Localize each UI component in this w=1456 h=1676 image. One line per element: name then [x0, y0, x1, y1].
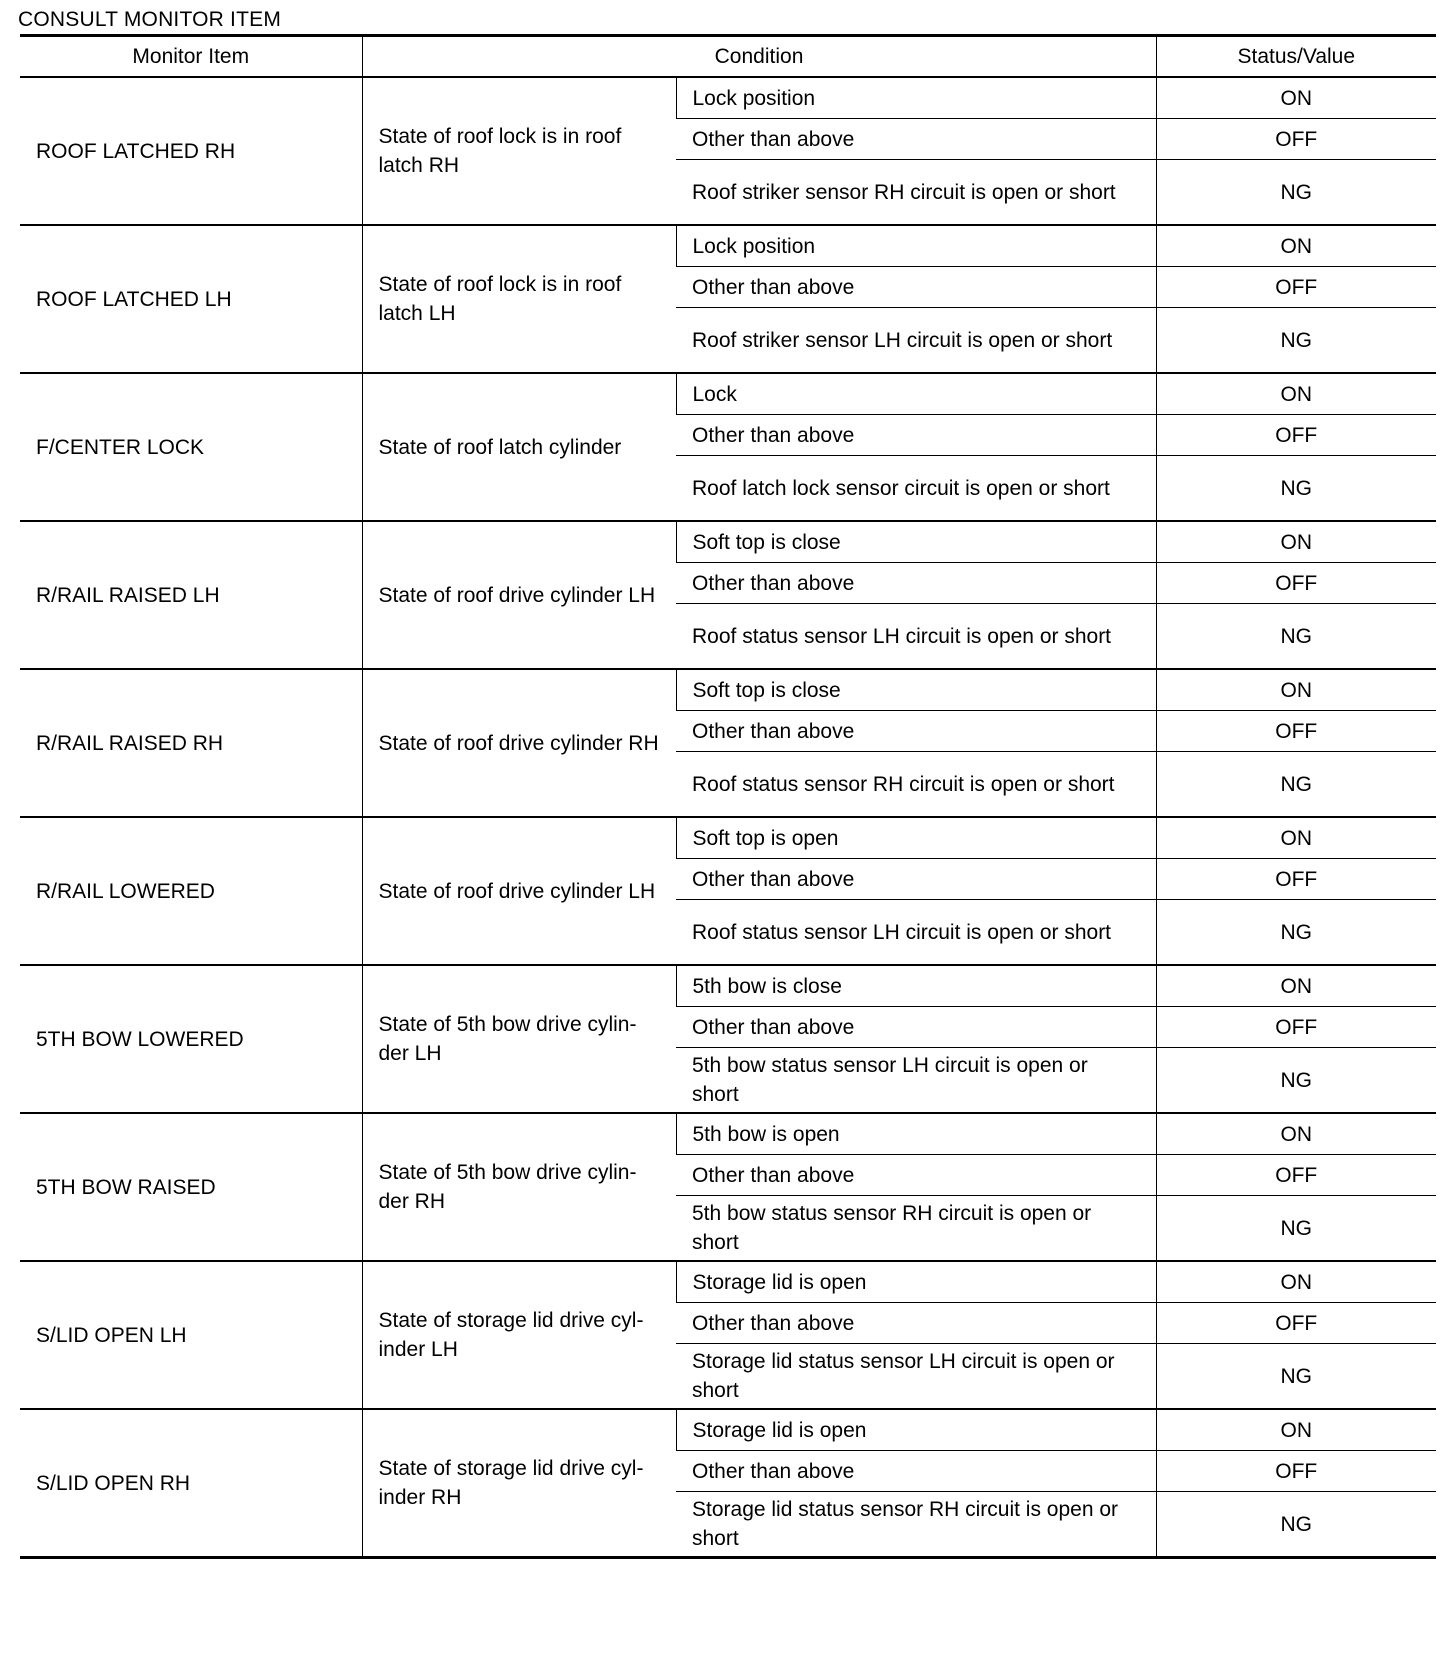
sub-condition: Roof striker sensor RH circuit is open or short	[676, 160, 1156, 226]
sub-condition: Other than above	[676, 415, 1156, 456]
table-row	[20, 669, 1436, 711]
status-value: OFF	[1156, 415, 1436, 456]
sub-condition: Lock position	[676, 225, 1156, 267]
table-row	[20, 77, 1436, 119]
monitor-item-name: R/RAIL LOWERED	[20, 817, 362, 965]
status-value: ON	[1156, 225, 1436, 267]
monitor-item-condition: State of roof drive cylinder LH	[362, 817, 676, 965]
sub-condition: 5th bow is close	[676, 965, 1156, 1007]
status-value: ON	[1156, 521, 1436, 563]
sub-condition: Other than above	[676, 1303, 1156, 1344]
table-row	[20, 225, 1436, 267]
sub-condition: Soft top is close	[676, 669, 1156, 711]
status-value: OFF	[1156, 563, 1436, 604]
status-value: OFF	[1156, 1155, 1436, 1196]
monitor-item-condition: State of roof drive cylinder RH	[362, 669, 676, 817]
table-body	[20, 77, 1436, 1558]
sub-condition: Other than above	[676, 119, 1156, 160]
monitor-item-name: R/RAIL RAISED LH	[20, 521, 362, 669]
sub-condition: Other than above	[676, 563, 1156, 604]
status-value: OFF	[1156, 119, 1436, 160]
status-value: ON	[1156, 373, 1436, 415]
status-value: OFF	[1156, 267, 1436, 308]
status-value: NG	[1156, 1492, 1436, 1558]
sub-condition: Roof status sensor LH circuit is open or short	[676, 604, 1156, 670]
monitor-item-condition: State of storage lid drive cyl-inder LH	[362, 1261, 676, 1409]
sub-condition: Lock	[676, 373, 1156, 415]
monitor-item-condition: State of 5th bow drive cylin-der LH	[362, 965, 676, 1113]
table-row	[20, 373, 1436, 415]
sub-condition: Storage lid status sensor RH circuit is open or short	[676, 1492, 1156, 1558]
table-row	[20, 1409, 1436, 1451]
monitor-item-condition: State of roof lock is in roof latch LH	[362, 225, 676, 373]
sub-condition: Roof status sensor RH circuit is open or short	[676, 752, 1156, 818]
sub-condition: Other than above	[676, 1451, 1156, 1492]
status-value: ON	[1156, 77, 1436, 119]
status-value: NG	[1156, 456, 1436, 522]
table-row	[20, 1113, 1436, 1155]
sub-condition: Soft top is open	[676, 817, 1156, 859]
status-value: ON	[1156, 965, 1436, 1007]
status-value: ON	[1156, 1409, 1436, 1451]
status-value: OFF	[1156, 1007, 1436, 1048]
sub-condition: 5th bow status sensor RH circuit is open or short	[676, 1196, 1156, 1262]
status-value: OFF	[1156, 1303, 1436, 1344]
sub-condition: Storage lid is open	[676, 1261, 1156, 1303]
status-value: NG	[1156, 1196, 1436, 1262]
table-header-row	[20, 36, 1436, 78]
status-value: ON	[1156, 1261, 1436, 1303]
monitor-item-condition: State of roof drive cylinder LH	[362, 521, 676, 669]
status-value: NG	[1156, 604, 1436, 670]
monitor-item-condition: State of roof lock is in roof latch RH	[362, 77, 676, 225]
monitor-item-name: S/LID OPEN LH	[20, 1261, 362, 1409]
status-value: NG	[1156, 1048, 1436, 1114]
sub-condition: Storage lid is open	[676, 1409, 1156, 1451]
monitor-item-name: ROOF LATCHED RH	[20, 77, 362, 225]
sub-condition: Soft top is close	[676, 521, 1156, 563]
status-value: NG	[1156, 900, 1436, 966]
monitor-item-name: 5TH BOW LOWERED	[20, 965, 362, 1113]
monitor-item-condition: State of 5th bow drive cylin-der RH	[362, 1113, 676, 1261]
status-value: OFF	[1156, 711, 1436, 752]
sub-condition: Other than above	[676, 859, 1156, 900]
sub-condition: Roof striker sensor LH circuit is open or short	[676, 308, 1156, 374]
monitor-item-name: ROOF LATCHED LH	[20, 225, 362, 373]
sub-condition: Roof latch lock sensor circuit is open or short	[676, 456, 1156, 522]
sub-condition: Lock position	[676, 77, 1156, 119]
monitor-item-name: 5TH BOW RAISED	[20, 1113, 362, 1261]
sub-condition: Other than above	[676, 1007, 1156, 1048]
page-title: CONSULT MONITOR ITEM	[18, 8, 282, 31]
sub-condition: 5th bow is open	[676, 1113, 1156, 1155]
consult-monitor-table	[20, 34, 1436, 1559]
header-condition: Condition	[362, 36, 1156, 78]
status-value: ON	[1156, 669, 1436, 711]
table-row	[20, 817, 1436, 859]
status-value: NG	[1156, 308, 1436, 374]
monitor-item-name: S/LID OPEN RH	[20, 1409, 362, 1558]
monitor-item-condition: State of storage lid drive cyl-inder RH	[362, 1409, 676, 1558]
table-row	[20, 965, 1436, 1007]
sub-condition: Other than above	[676, 1155, 1156, 1196]
status-value: NG	[1156, 1344, 1436, 1410]
sub-condition: Roof status sensor LH circuit is open or short	[676, 900, 1156, 966]
sub-condition: Other than above	[676, 711, 1156, 752]
status-value: OFF	[1156, 1451, 1436, 1492]
table-row	[20, 1261, 1436, 1303]
status-value: NG	[1156, 752, 1436, 818]
header-status-value: Status/Value	[1156, 36, 1436, 78]
status-value: NG	[1156, 160, 1436, 226]
table-row	[20, 521, 1436, 563]
sub-condition: Other than above	[676, 267, 1156, 308]
status-value: ON	[1156, 1113, 1436, 1155]
status-value: ON	[1156, 817, 1436, 859]
monitor-item-name: R/RAIL RAISED RH	[20, 669, 362, 817]
header-monitor-item: Monitor Item	[20, 36, 362, 78]
sub-condition: 5th bow status sensor LH circuit is open or short	[676, 1048, 1156, 1114]
status-value: OFF	[1156, 859, 1436, 900]
monitor-item-name: F/CENTER LOCK	[20, 373, 362, 521]
monitor-item-condition: State of roof latch cylinder	[362, 373, 676, 521]
sub-condition: Storage lid status sensor LH circuit is open or short	[676, 1344, 1156, 1410]
